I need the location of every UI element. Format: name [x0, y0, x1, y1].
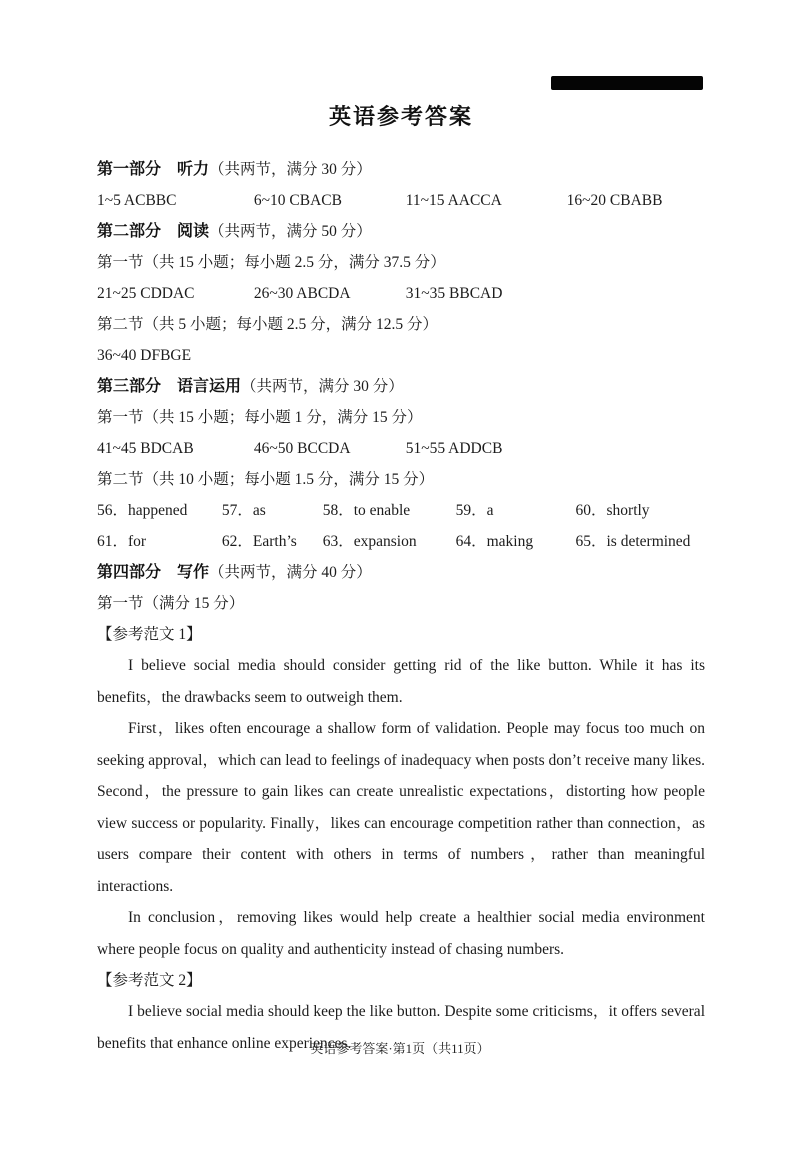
- part2-section1-answers-row: [97, 278, 705, 309]
- part3-section1-info: 第一节（共 15 小题；每小题 1 分，满分 15 分）: [97, 409, 423, 426]
- document-content: [97, 104, 705, 1059]
- essay1-paragraph-3: In conclusion，removing likes would help create a healthier social media environment where people focus on quality and authenticity instead of chasing numbers.: [97, 909, 705, 958]
- part1-heading-title: 第一部分 听力: [97, 161, 210, 178]
- answers-6-10: 6~10 CBACB: [253, 192, 342, 209]
- answer-57: 57．as: [221, 502, 266, 519]
- part3-heading: [97, 371, 705, 402]
- essay1-paragraph-1: I believe social media should consider getting rid of the like button. While it has its benefits，the drawbacks seem to outweigh them.: [97, 657, 705, 706]
- part4-heading-title: 第四部分 写作: [97, 564, 210, 581]
- answer-56: 56．happened: [97, 502, 188, 519]
- answers-16-20: 16~20 CBABB: [566, 192, 663, 209]
- part4-section1-info: 第一节（满分 15 分）: [97, 595, 245, 612]
- part3-heading-title: 第三部分 语言运用: [97, 378, 242, 395]
- essay1-label: 【参考范文 1】: [97, 626, 202, 643]
- fill-answers-row-1: [97, 495, 705, 526]
- answer-59: 59．a: [455, 502, 494, 519]
- answers-46-50: 46~50 BCCDA: [253, 440, 351, 457]
- part3-heading-note: （共两节，满分 30 分）: [241, 378, 404, 395]
- part2-heading: [97, 216, 705, 247]
- answer-62: 62．Earth’s: [221, 533, 297, 550]
- answer-63: 63．expansion: [322, 533, 417, 550]
- part1-heading: [97, 154, 705, 185]
- part2-heading-note: （共两节，满分 50 分）: [209, 223, 372, 240]
- essay1-paragraph-2: First，likes often encourage a shallow form of validation. People may focus too much on seeking approval，which can lead to feelings of inadequacy when posts don’t receive many likes. Second，the pressure to gain likes can create unrealistic expectations，distorting how people view success or popularity. Finally，likes can encourage competition rather than connection，as users compare their content with others in terms of numbers，rather than meaningful interactions.: [97, 720, 705, 895]
- answer-60: 60．shortly: [575, 502, 650, 519]
- part1-answers-row: [97, 185, 705, 216]
- part4-heading: [97, 557, 705, 588]
- header-banner: [551, 76, 703, 90]
- answer-61: 61．for: [97, 533, 147, 550]
- answer-58: 58．to enable: [322, 502, 411, 519]
- part4-heading-note: （共两节，满分 40 分）: [209, 564, 372, 581]
- answers-26-30: 26~30 ABCDA: [253, 285, 351, 302]
- answers-1-5: 1~5 ACBBC: [97, 192, 177, 209]
- answers-31-35: 31~35 BBCAD: [405, 285, 503, 302]
- answers-11-15: 11~15 AACCA: [405, 192, 502, 209]
- part2-section2-answers-row: [97, 340, 705, 371]
- answer-65: 65．is determined: [575, 533, 691, 550]
- page-title: 英语参考答案: [328, 104, 473, 129]
- part1-heading-note: （共两节，满分 30 分）: [209, 161, 372, 178]
- answers-21-25: 21~25 CDDAC: [97, 285, 195, 302]
- part2-section1-info: 第一节（共 15 小题；每小题 2.5 分，满分 37.5 分）: [97, 254, 446, 271]
- part3-section2-info: 第二节（共 10 小题；每小题 1.5 分，满分 15 分）: [97, 471, 435, 488]
- essay2-label: 【参考范文 2】: [97, 972, 202, 989]
- answers-36-40: 36~40 DFBGE: [97, 347, 192, 364]
- part3-section1-answers-row: [97, 433, 705, 464]
- essay2-paragraph-1: I believe social media should keep the like button. Despite some criticisms，it offers several benefits that enhance online experiences.: [97, 1003, 705, 1052]
- answers-51-55: 51~55 ADDCB: [405, 440, 503, 457]
- answer-64: 64．making: [455, 533, 534, 550]
- part2-section2-info: 第二节（共 5 小题；每小题 2.5 分，满分 12.5 分）: [97, 316, 439, 333]
- fill-answers-row-2: [97, 526, 705, 557]
- part2-heading-title: 第二部分 阅读: [97, 223, 210, 240]
- answers-41-45: 41~45 BDCAB: [97, 440, 194, 457]
- page-footer: 英语参考答案·第1页（共11页）: [310, 1041, 490, 1056]
